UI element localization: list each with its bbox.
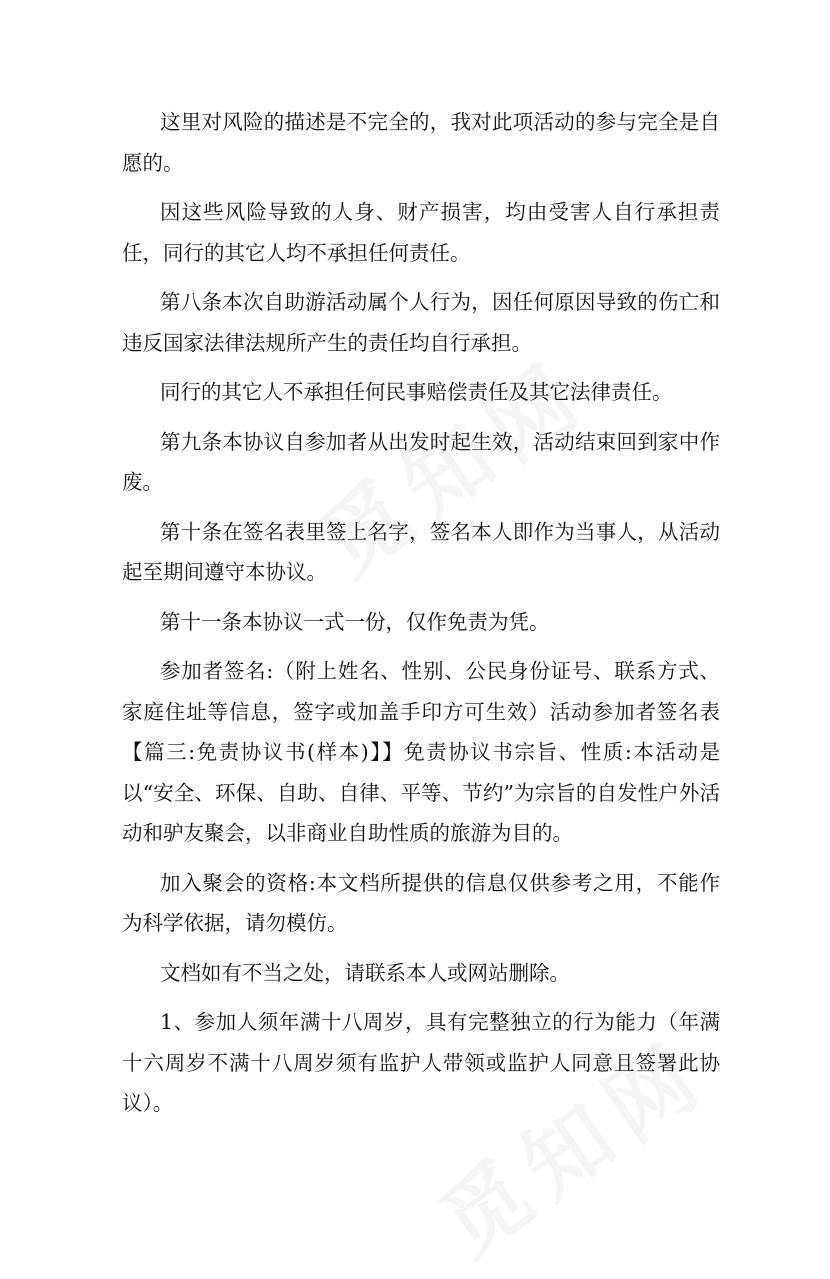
paragraph: 文档如有不当之处，请联系本人或网站删除。 [160,960,570,985]
paragraph: 第十一条本协议一式一份，仅作免责为凭。 [160,609,550,634]
document-body [122,102,720,1133]
paragraph: 第八条本次自助游活动属个人行为，因任何原因导致的伤亡和违反国家法律法规所产生的责任均自行承担。 [122,290,720,355]
paragraph: 因这些风险导致的人身、财产损害，均由受害人自行承担责任，同行的其它人均不承担任何责任。 [122,200,720,265]
paragraph: 加入聚会的资格:本文档所提供的信息仅供参考之用，不能作为科学依据，请勿模仿。 [122,870,720,935]
paragraph: 第十条在签名表里签上名字，签名本人即作为当事人，从活动起至期间遵守本协议。 [122,519,720,584]
paragraph: 1、参加人须年满十八周岁，具有完整独立的行为能力（年满十六周岁不满十八周岁须有监护人带领或监护人同意且签署此协议）。 [122,1010,720,1115]
paragraph: 这里对风险的描述是不完全的，我对此项活动的参与完全是自愿的。 [122,110,720,175]
paragraph: 同行的其它人不承担任何民事赔偿责任及其它法律责任。 [160,380,673,404]
paragraph: 参加者签名:（附上姓名、性别、公民身份证号、联系方式、家庭住址等信息，签字或加盖手印方可生效）活动参加者签名表【篇三:免责协议书(样本)】】免责协议书宗旨、性质:本活动是以“安全、环保、自助、自律、平等、节约”为宗旨的自发性户外活动和驴友聚会，以非商业自助性质的旅游为目的。 [122,659,720,845]
paragraph: 第九条本协议自参加者从出发时起生效，活动结束回到家中作废。 [122,429,720,494]
